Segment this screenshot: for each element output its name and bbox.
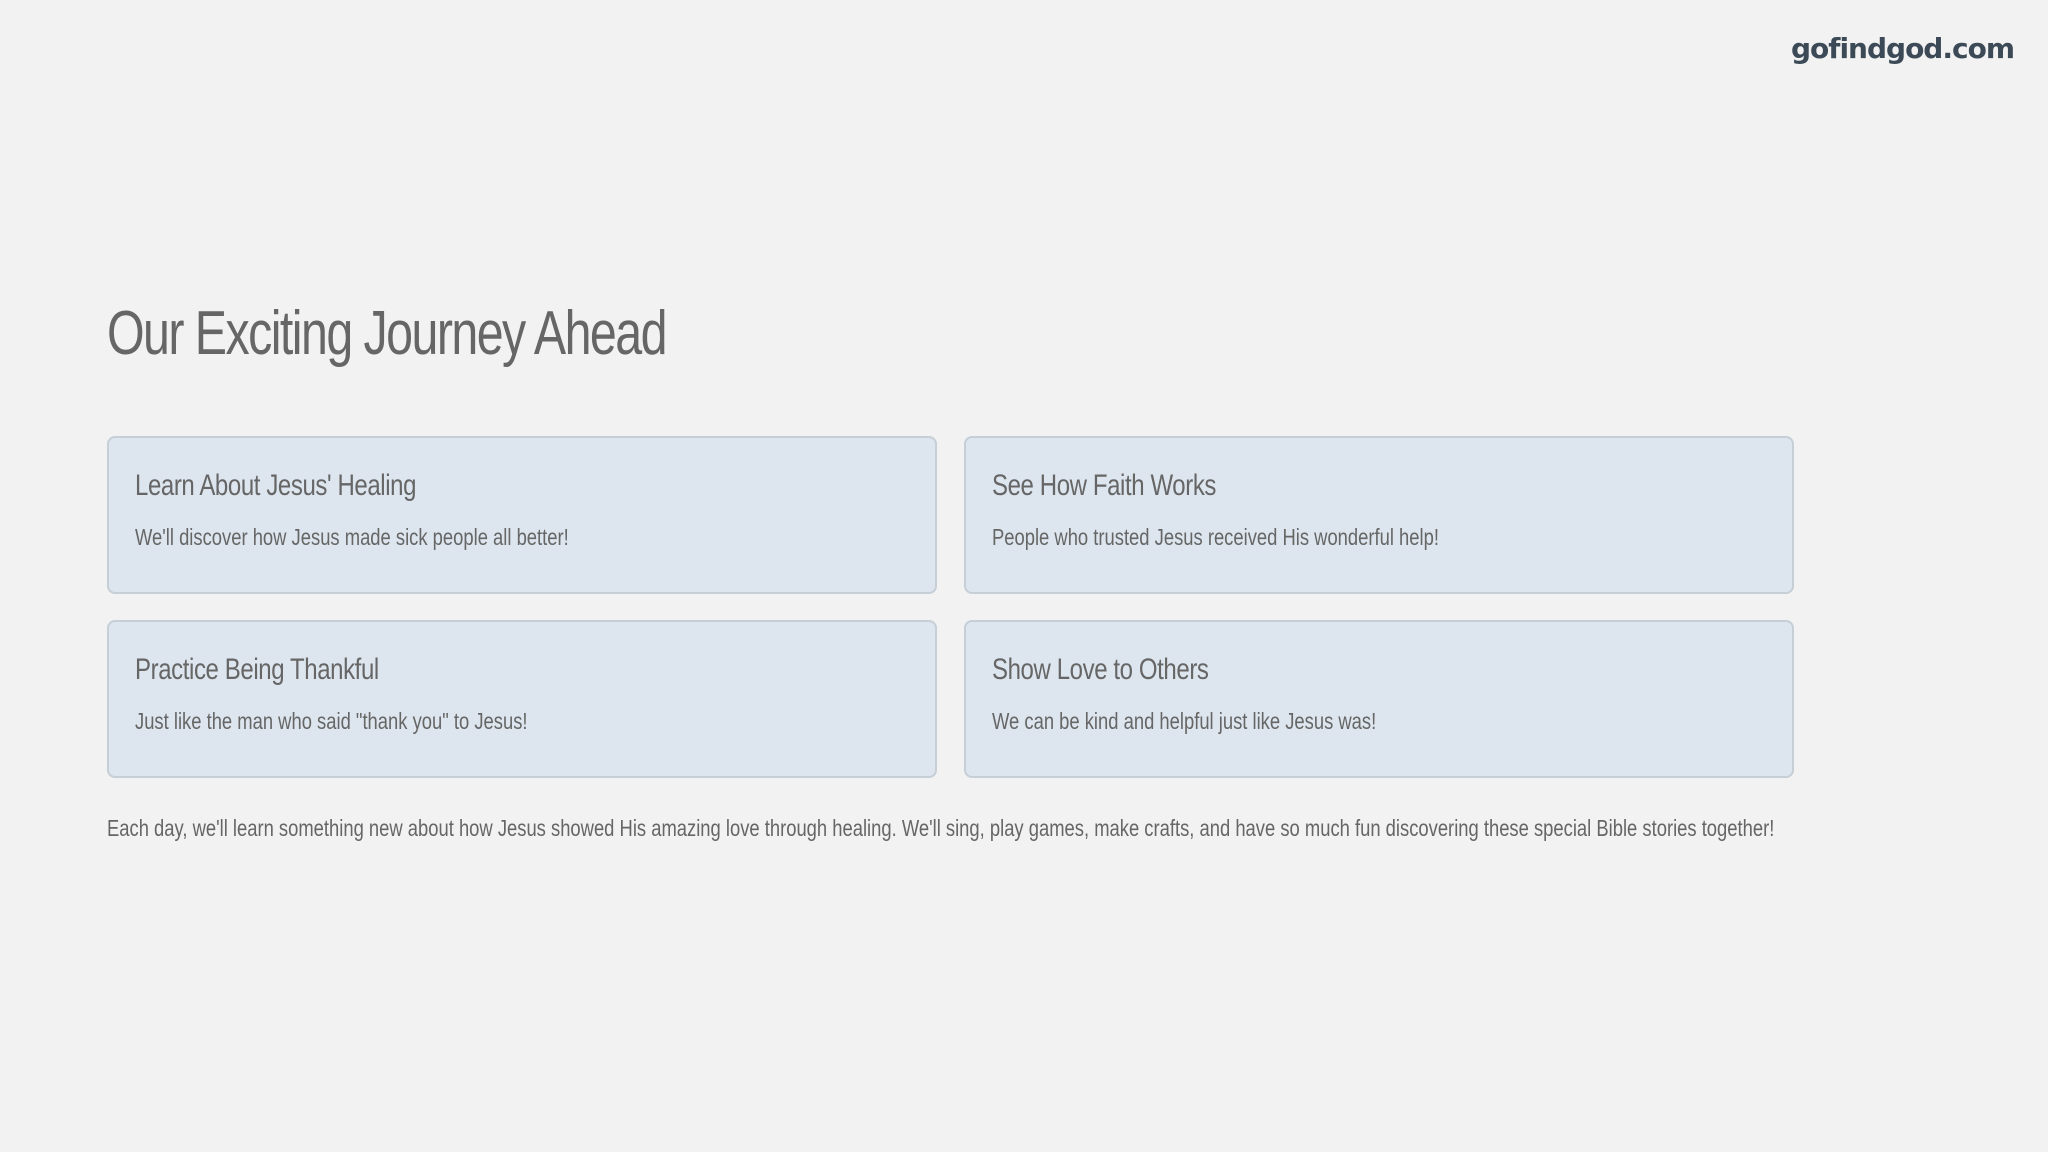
card-text: People who trusted Jesus received His wonderful help! (992, 524, 1439, 550)
card-jesus-healing (107, 436, 937, 594)
card-title: See How Faith Works (992, 469, 1217, 502)
card-title: Learn About Jesus' Healing (135, 469, 417, 502)
card-love-others (964, 620, 1794, 778)
card-text: We can be kind and helpful just like Jesus was! (992, 708, 1377, 734)
card-faith-works (964, 436, 1794, 594)
card-text: We'll discover how Jesus made sick people all better! (135, 524, 569, 550)
card-being-thankful (107, 620, 937, 778)
card-text: Just like the man who said "thank you" to Jesus! (135, 708, 528, 734)
card-title: Show Love to Others (992, 653, 1209, 686)
card-title: Practice Being Thankful (135, 653, 379, 686)
page-title: Our Exciting Journey Ahead (107, 299, 666, 368)
card-grid (107, 436, 1795, 778)
summary-paragraph: Each day, we'll learn something new about how Jesus showed His amazing love through healing. We'll sing, play games, make crafts, and have so much fun discovering these special Bible stories together! (107, 815, 1775, 841)
site-logo: gofindgod.com (1790, 32, 2014, 65)
main-content (107, 300, 1795, 844)
